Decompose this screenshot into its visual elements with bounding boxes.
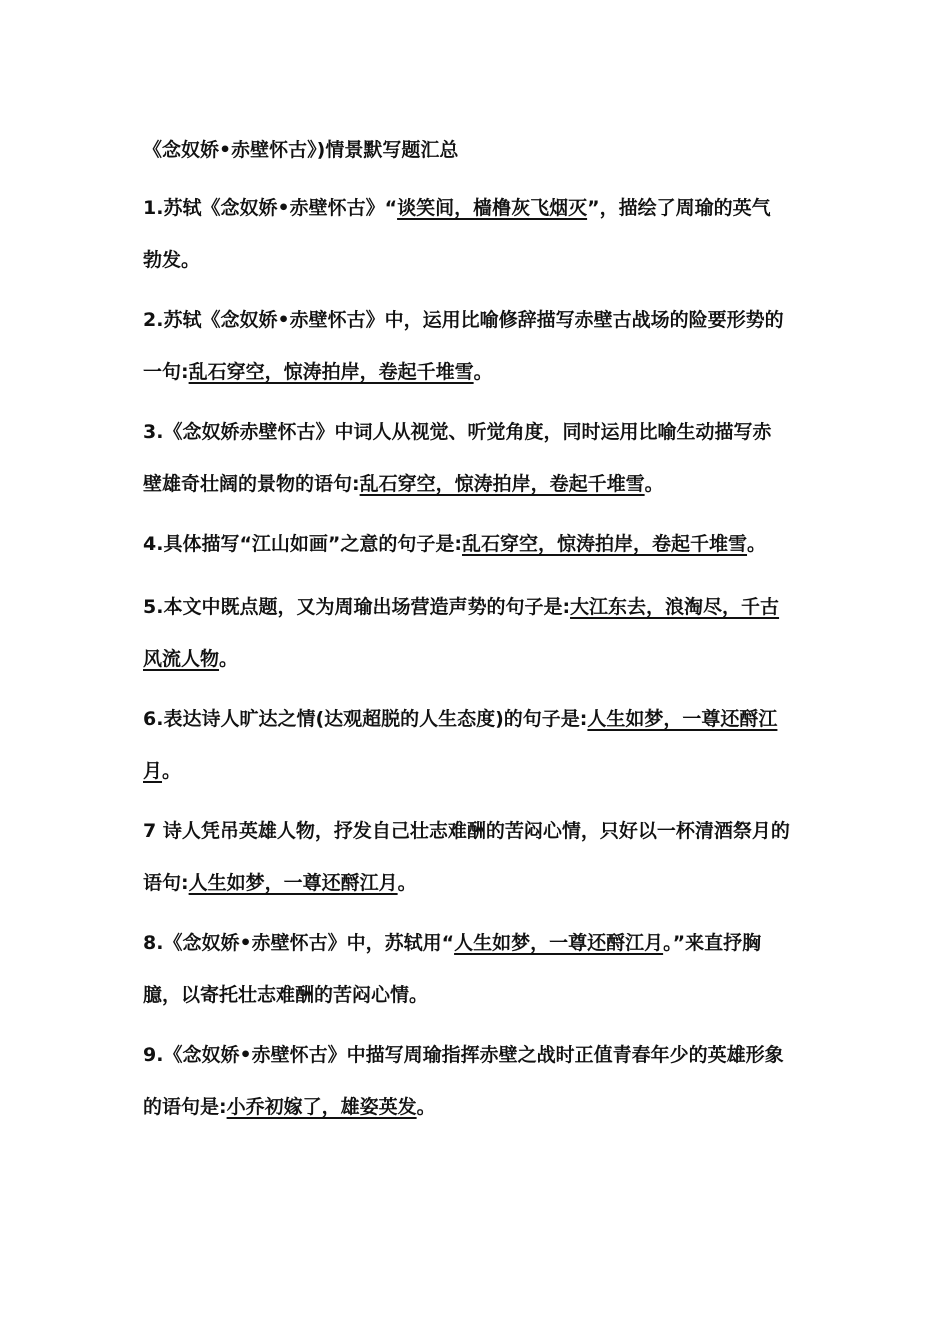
- answer-1: 谈笑间，樯橹灰飞烟灭: [397, 197, 588, 219]
- answer-8: 人生如梦，一尊还酹江月: [454, 932, 664, 954]
- answer-7: 人生如梦，一尊还酹江月: [188, 872, 398, 894]
- answer-2: 乱石穿空，惊涛拍岸，卷起千堆雪: [188, 361, 474, 383]
- question-4: 4.具体描写“江山如画”之意的句子是:乱石穿空，惊涛拍岸，卷起千堆雪。: [143, 533, 767, 555]
- question-1: 1.苏轼《念奴娇•赤壁怀古》“谈笑间，樯橹灰飞烟灭”，描绘了周瑜的英气 勃发。: [143, 197, 771, 271]
- answer-9: 小乔初嫁了，雄姿英发: [226, 1096, 417, 1118]
- answer-6a: 人生如梦，一尊还酹江: [587, 708, 778, 730]
- question-7: 7 诗人凭吊英雄人物，抒发自己壮志难酬的苦闷心情，只好以一杯清酒祭月的 语句:人生如梦，一尊还酹江月。: [143, 820, 790, 894]
- document-title: 《念奴娇•赤壁怀古》)情景默写题汇总: [143, 139, 459, 161]
- answer-4: 乱石穿空，惊涛拍岸，卷起千堆雪: [462, 533, 748, 555]
- question-2: 2.苏轼《念奴娇•赤壁怀古》中，运用比喻修辞描写赤壁古战场的险要形势的 一句:乱石穿空，惊涛拍岸，卷起千堆雪。: [143, 309, 784, 383]
- answer-5b: 风流人物: [143, 648, 220, 670]
- question-3: 3.《念奴娇赤壁怀古》中词人从视觉、听觉角度，同时运用比喻生动描写赤 壁雄奇壮阔的景物的语句:乱石穿空，惊涛拍岸，卷起千堆雪。: [143, 421, 772, 495]
- question-5: 5.本文中既点题，又为周瑜出场营造声势的句子是:大江东去，浪淘尽，千古 风流人物。: [143, 596, 780, 670]
- question-9: 9.《念奴娇•赤壁怀古》中描写周瑜指挥赤壁之战时正值青春年少的英雄形象 的语句是:小乔初嫁了，雄姿英发。: [143, 1044, 784, 1118]
- question-8: 8.《念奴娇•赤壁怀古》中，苏轼用“人生如梦，一尊还酹江月。”来直抒胸 臆，以寄托壮志难酬的苦闷心情。: [143, 932, 762, 1006]
- answer-6b: 月: [143, 760, 163, 782]
- answer-5a: 大江东去，浪淘尽，千古: [570, 596, 780, 618]
- question-6: 6.表达诗人旷达之情(达观超脱的人生态度)的句子是:人生如梦，一尊还酹江 月。: [143, 708, 778, 782]
- answer-3: 乱石穿空，惊涛拍岸，卷起千堆雪: [359, 473, 645, 495]
